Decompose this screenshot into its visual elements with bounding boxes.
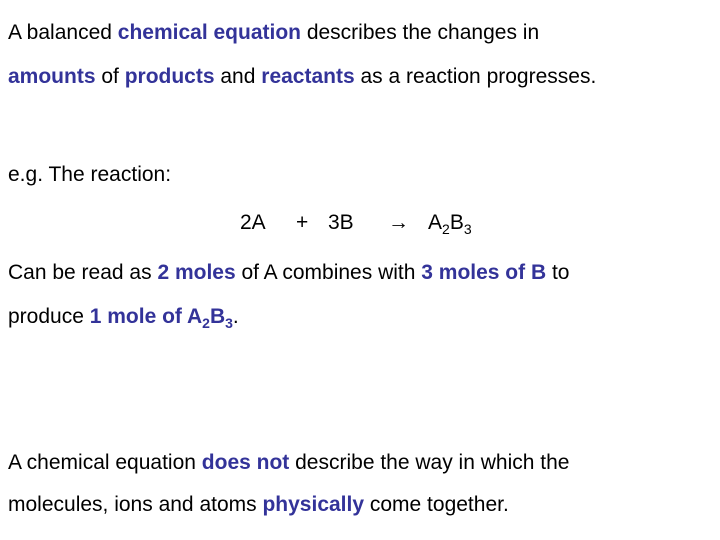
reactant-3b: 3B	[328, 211, 354, 234]
highlight-does-not: does not	[201, 451, 290, 474]
product-subscript-a: 2	[442, 221, 450, 237]
text: A chemical equation	[8, 451, 202, 474]
highlight-reactants: reactants	[261, 65, 355, 88]
example-label: e.g. The reaction:	[8, 163, 172, 186]
highlight-physically: physically	[262, 493, 365, 516]
text: .	[232, 305, 239, 328]
text: describe the way in which the	[289, 451, 570, 474]
text: come together.	[364, 493, 509, 516]
product-a2b3	[428, 210, 472, 236]
highlight-text: 1 mole of A	[89, 305, 203, 328]
product-element-a: A	[428, 211, 443, 234]
highlight-products: products	[124, 65, 215, 88]
para3-line2	[8, 492, 509, 518]
subscript: 3	[225, 315, 233, 331]
product-subscript-b: 3	[463, 221, 472, 237]
text: molecules, ions and atoms	[8, 493, 263, 516]
plus-sign: +	[296, 211, 309, 234]
text: as a reaction progresses.	[354, 65, 597, 88]
highlight-chemical-equation: chemical equation	[117, 21, 301, 44]
para2-line1	[8, 260, 570, 286]
highlight-amounts: amounts	[8, 65, 96, 88]
highlight-1-mole-a2b3	[89, 305, 233, 331]
text: of	[95, 65, 125, 88]
text: to	[546, 261, 570, 284]
highlight-text: B	[209, 305, 226, 328]
text: produce	[8, 305, 90, 328]
text: and	[214, 65, 262, 88]
para1-line2	[8, 64, 596, 90]
text: Can be read as	[8, 261, 158, 284]
para3-line1	[8, 450, 569, 476]
text: of A combines with	[235, 261, 422, 284]
reactant-2a: 2A	[240, 211, 266, 234]
para1-line1	[8, 20, 539, 46]
text: A balanced	[8, 21, 118, 44]
para2-line2	[8, 304, 239, 330]
text: describes the changes in	[300, 21, 540, 44]
subscript: 2	[202, 315, 210, 331]
product-element-b: B	[449, 211, 464, 234]
highlight-2-moles: 2 moles	[157, 261, 236, 284]
reaction-arrow: →	[388, 211, 409, 234]
highlight-3-moles-of-b: 3 moles of B	[421, 261, 547, 284]
